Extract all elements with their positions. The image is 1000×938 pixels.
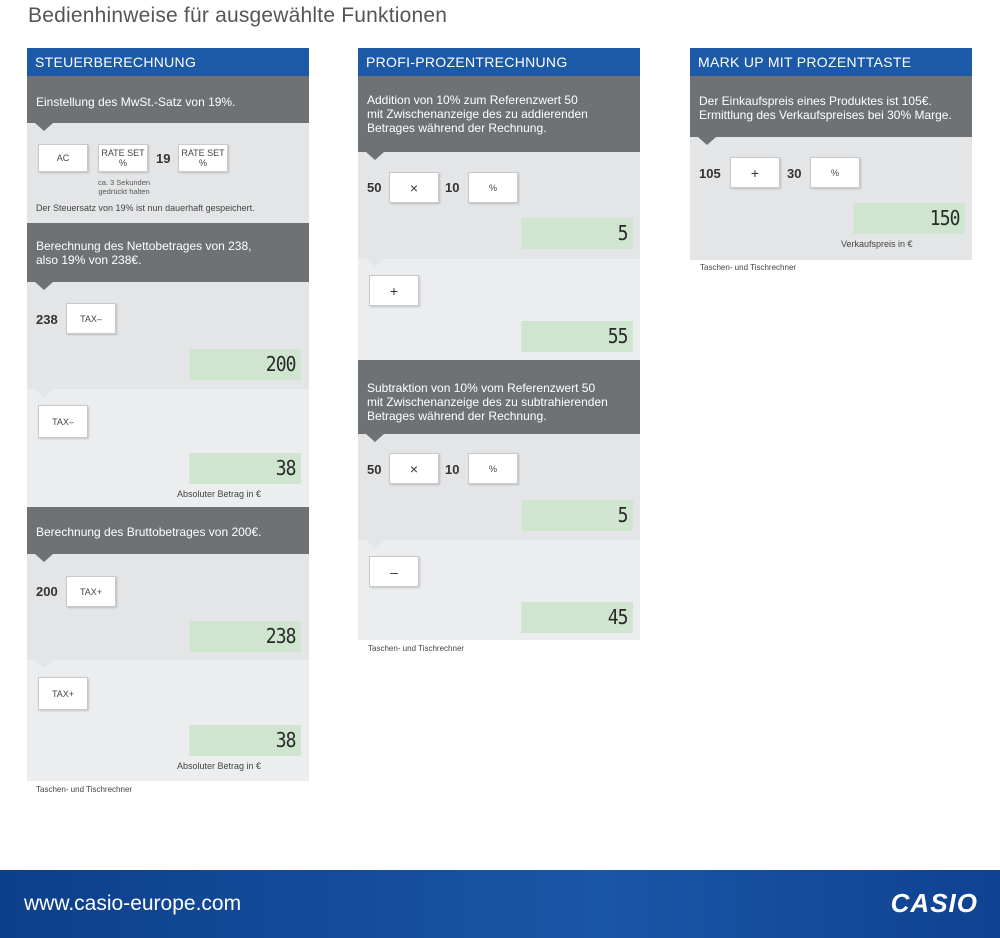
value-10: 10: [445, 462, 460, 477]
instruction-box: [358, 360, 640, 434]
percent-label: %: [488, 182, 497, 193]
lcd-value: 55: [607, 324, 628, 348]
mark-up-panel: [690, 48, 972, 260]
instruction-box: [690, 76, 972, 137]
lcd-value: 38: [275, 456, 296, 480]
profi-prozentrechnung-panel: [358, 48, 640, 640]
minus-label: –: [390, 563, 398, 580]
instruction-text: Ermittlung des Verkaufspreises bei 30% Marge.: [699, 108, 952, 122]
percent-label: %: [118, 158, 127, 168]
lcd-value: 150: [929, 206, 960, 230]
rate-set-label: RATE SET: [101, 148, 145, 158]
lcd-display-3: [521, 500, 633, 531]
percent-label: %: [198, 158, 207, 168]
lcd-display-4: [189, 725, 301, 756]
saved-note: Der Steuersatz von 19% ist nun dauerhaft gespeichert.: [36, 203, 255, 213]
page-title: Bedienhinweise für ausgewählte Funktionen: [28, 4, 448, 27]
tax-plus-label: TAX+: [79, 586, 103, 597]
instruction-text: mit Zwischenanzeige des zu addierenden: [367, 107, 588, 121]
hold-note: [91, 178, 157, 196]
lcd-display-2: [521, 321, 633, 352]
instruction-text: mit Zwischenanzeige des zu subtrahierenden: [367, 395, 608, 409]
tax-minus-label: TAX–: [80, 313, 102, 324]
tax-plus-key: [66, 576, 116, 607]
instruction-box: [358, 76, 640, 152]
instruction-box: [27, 507, 309, 554]
rate-set-key-2: [178, 144, 228, 172]
tax-minus-label: TAX–: [52, 416, 74, 427]
lcd-value: 5: [617, 503, 628, 527]
instruction-text: also 19% von 238€.: [36, 253, 142, 267]
rate-set-key: [98, 144, 148, 172]
ac-key-label: AC: [56, 153, 70, 163]
lcd-caption: Verkaufspreis in €: [841, 239, 913, 249]
tax-plus-label: TAX+: [51, 688, 75, 699]
instruction-text: Betrages während der Rechnung.: [367, 121, 547, 135]
panel-header: MARK UP MIT PROZENTTASTE: [690, 48, 972, 76]
lcd-display: [189, 349, 301, 380]
instruction-text: Berechnung des Nettobetrages von 238,: [36, 239, 252, 253]
ac-key: [38, 144, 88, 172]
tax-minus-key-2: [38, 405, 88, 438]
lcd-value: 200: [265, 352, 296, 376]
percent-label: %: [830, 167, 839, 178]
instruction-text: Subtraktion von 10% vom Referenzwert 50: [367, 381, 596, 395]
footnote: Taschen- und Tischrechner: [700, 263, 797, 272]
value-200: 200: [36, 584, 58, 599]
instruction-text: Berechnung des Bruttobetrages von 200€.: [36, 525, 262, 539]
section-notch: [366, 540, 384, 548]
footnote: Taschen- und Tischrechner: [36, 785, 133, 794]
plus-key: [730, 157, 780, 188]
value-19: 19: [156, 151, 171, 166]
footer-bar: [0, 870, 1000, 938]
lcd-display: [853, 203, 965, 234]
footnote: Taschen- und Tischrechner: [368, 644, 465, 653]
panel-header: STEUERBERECHNUNG: [27, 48, 309, 76]
lcd-display-2: [189, 453, 301, 484]
website-link[interactable]: www.casio-europe.com: [24, 892, 242, 915]
lcd-value: 38: [275, 728, 296, 752]
instruction-text: Addition von 10% zum Referenzwert 50: [367, 93, 578, 107]
rate-set-label: RATE SET: [181, 148, 225, 158]
value-30: 30: [787, 166, 802, 181]
instruction-box: [27, 76, 309, 123]
tax-minus-key: [66, 303, 116, 334]
instruction-text: Der Einkaufspreis eines Produktes ist 105€.: [699, 94, 932, 108]
value-50: 50: [367, 462, 382, 477]
percent-key: [810, 157, 860, 188]
section-notch: [35, 389, 53, 397]
hold-note-line: ca. 3 Sekunden: [97, 178, 151, 187]
percent-key-2: [468, 453, 518, 484]
casio-logo: CASIO: [890, 888, 978, 918]
lcd-caption: Absoluter Betrag in €: [177, 489, 262, 499]
multiply-label: ×: [409, 460, 419, 477]
lcd-display-4: [521, 602, 633, 633]
steuerberechnung-panel: [27, 48, 309, 781]
plus-label: +: [750, 164, 760, 181]
section-notch: [35, 660, 53, 668]
lcd-display-3: [189, 621, 301, 652]
instruction-box: [27, 223, 309, 282]
tax-plus-key-2: [38, 677, 88, 710]
minus-key: [369, 556, 419, 587]
value-105: 105: [699, 166, 721, 181]
instruction-text: Betrages während der Rechnung.: [367, 409, 547, 423]
panel-header: PROFI-PROZENTRECHNUNG: [358, 48, 640, 76]
value-10: 10: [445, 180, 460, 195]
lcd-caption: Absoluter Betrag in €: [177, 761, 262, 771]
multiply-key: [389, 172, 439, 203]
percent-label: %: [488, 463, 497, 474]
multiply-label: ×: [409, 179, 419, 196]
lcd-value: 5: [617, 221, 628, 245]
value-50: 50: [367, 180, 382, 195]
lcd-display: [521, 218, 633, 249]
hold-note-line: gedrückt halten: [98, 187, 150, 196]
plus-label: +: [389, 282, 399, 299]
plus-key: [369, 275, 419, 306]
multiply-key-2: [389, 453, 439, 484]
instruction-text: Einstellung des MwSt.-Satz von 19%.: [36, 95, 236, 109]
value-238: 238: [36, 312, 58, 327]
section-notch: [366, 259, 384, 267]
percent-key: [468, 172, 518, 203]
lcd-value: 238: [265, 624, 296, 648]
lcd-value: 45: [607, 605, 628, 629]
